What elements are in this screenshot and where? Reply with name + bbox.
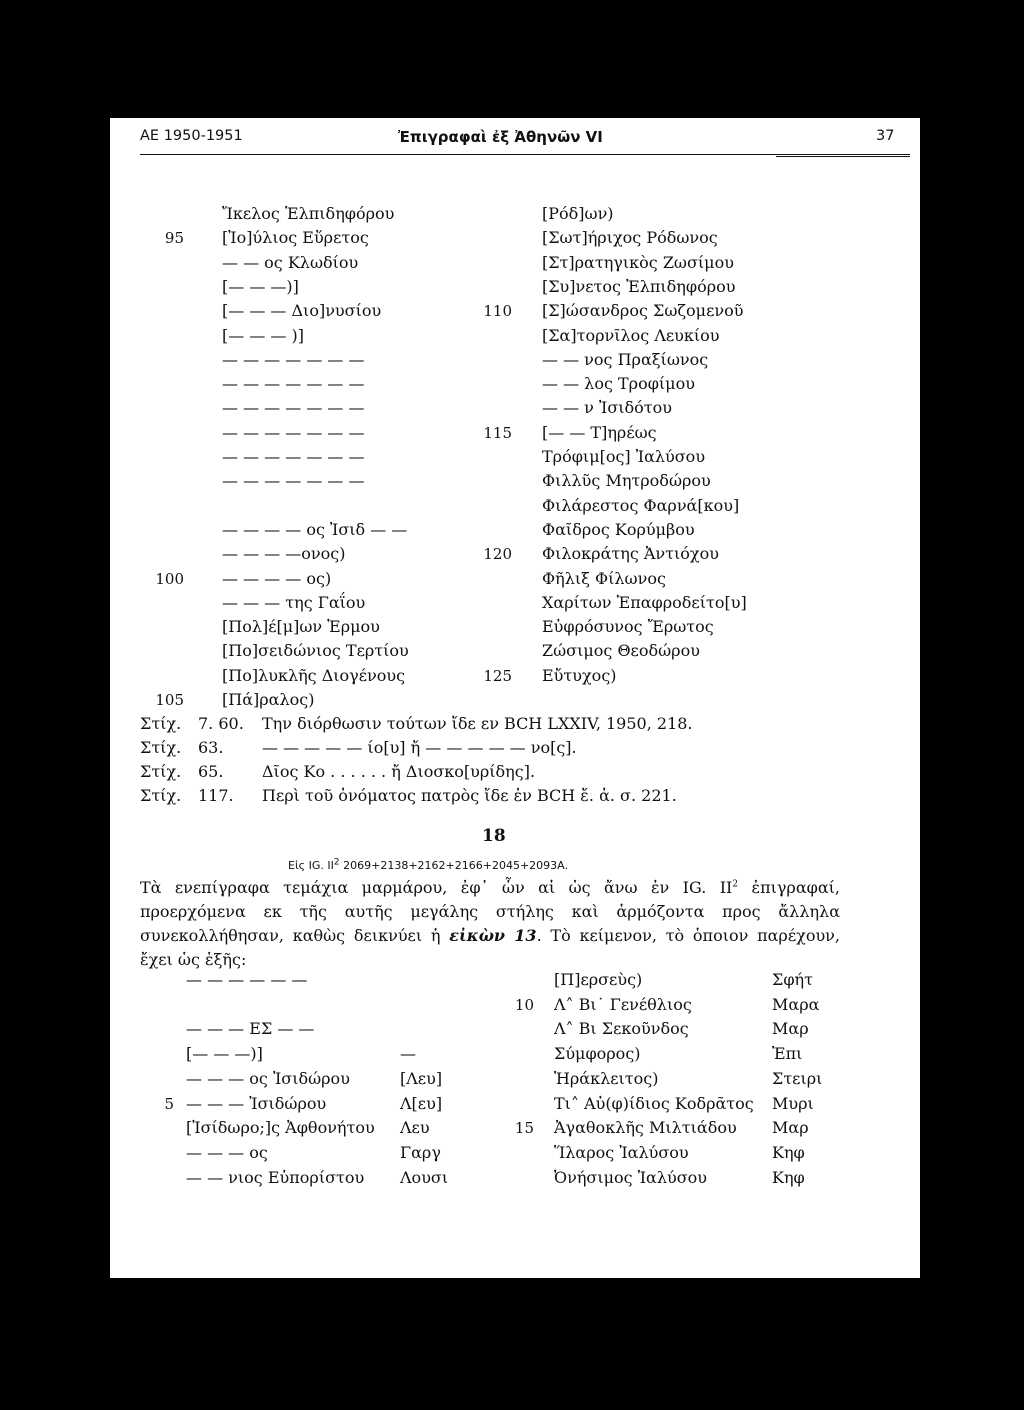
header-page-number: 37 bbox=[876, 128, 895, 144]
list-entry: Τρόφιμ[ος] Ἰαλύσου bbox=[542, 447, 706, 466]
list-entry: Φῆλιξ Φίλωνος bbox=[542, 568, 666, 588]
list-entry-suffix: Μαρ bbox=[772, 1118, 809, 1138]
section-paragraph: Τὰ ενεπίγραφα τεμάχια μαρμάρου, ἐφ᾽ ὧν αἱ ὡς ἄνω ἐν IG. $II^2$ ἐπιγραφαί, προερχόμενα εκ τῆς αυτῆς μεγάλης στήλης καὶ ἁρμόζοντα προς ἄλληλα συνεκολλήθησαν, καθὼς δεικνύει ἡ εἰκὼν 13. Τὸ κείμενον, τὸ ὁποιον παρέχουν, ἔχει ὡς ἑξῆς: bbox=[140, 878, 840, 969]
list-entry: — — λος Τροφίμου bbox=[542, 374, 695, 394]
header-rule-short bbox=[776, 156, 910, 157]
list-entry: — — — — — — — bbox=[222, 471, 365, 491]
line-number: 125 bbox=[483, 666, 512, 685]
note-text: Την διόρθωσιν τούτων ἴδε εν BCH LXXIV, 1950, 218. bbox=[262, 714, 693, 733]
line-number: 5 bbox=[164, 1094, 174, 1113]
list-entry: [— — — Διο]νυσίου bbox=[222, 301, 382, 321]
section-number: 18 bbox=[482, 826, 506, 846]
list-entry: Εὔτυχος) bbox=[542, 665, 617, 685]
list-entry: [Πο]σειδώνιος Τερτίου bbox=[222, 641, 409, 661]
list-entry: Ἵλαρος Ἰαλύσου bbox=[554, 1142, 689, 1162]
list-entry: Λ˄ Βι Σεκοῦνδος bbox=[554, 1019, 689, 1039]
list-entry-suffix: Μυρι bbox=[772, 1093, 814, 1113]
note-line-number: 65. bbox=[198, 762, 224, 781]
list-entry-suffix: [Λευ] bbox=[400, 1068, 443, 1088]
list-entry-suffix: Στειρι bbox=[772, 1068, 823, 1088]
list-entry: — — — — ος) bbox=[222, 568, 332, 588]
list-entry: — — — — — — — bbox=[222, 349, 365, 369]
note-label: Στίχ. bbox=[140, 786, 182, 805]
list-entry-suffix: Γαργ bbox=[400, 1142, 441, 1162]
line-number: 105 bbox=[155, 691, 184, 709]
list-entry: Εὐφρόσυνος Ἔρωτος bbox=[542, 617, 714, 637]
list-entry: — — — — — — — bbox=[222, 398, 365, 418]
list-entry: — — ν Ἰσιδότου bbox=[542, 398, 672, 418]
list-entry-suffix: — bbox=[400, 1044, 416, 1064]
list-entry-suffix: Λ[ευ] bbox=[400, 1093, 443, 1113]
list-entry: — — — — ος Ἰσιδ — — bbox=[222, 519, 408, 539]
list-entry: [Σωτ]ήριχος Ρόδωνος bbox=[542, 228, 718, 248]
list-entry: [Πο]λυκλῆς Διογένους bbox=[222, 665, 406, 685]
list-entry-suffix: Λουσι bbox=[400, 1167, 449, 1187]
note-line-number: 7. 60. bbox=[198, 714, 244, 733]
list-entry-suffix: Κηφ bbox=[772, 1167, 805, 1187]
list-entry: [Συ]νετος Ἐλπιδηφόρου bbox=[542, 276, 736, 296]
line-number: 115 bbox=[483, 423, 512, 442]
list-entry: Ζώσιμος Θεοδώρου bbox=[542, 641, 700, 661]
line-number: 100 bbox=[155, 569, 184, 588]
note-text: — — — — — ίο[υ] ἤ — — — — — νο[ς]. bbox=[262, 738, 577, 757]
list-entry: — — — ος Ἰσιδώρου bbox=[186, 1068, 350, 1088]
list-entry: [Π]ερσεὺς) bbox=[554, 970, 643, 989]
list-entry: — — — — — — — bbox=[222, 447, 365, 466]
list-entry: — — — —ονος) bbox=[222, 544, 346, 564]
list-entry: Φιλλῦς Μητροδώρου bbox=[542, 471, 711, 491]
list-entry: [Σα]τορνῖλος Λευκίου bbox=[542, 325, 720, 345]
list-entry: — — — — — — — bbox=[222, 422, 365, 442]
list-entry: Φαῖδρος Κορύμβου bbox=[542, 519, 695, 539]
list-entry: Ἴκελος Ἐλπιδηφόρου bbox=[222, 204, 395, 223]
list-entry-suffix: Ἐπι bbox=[772, 1044, 803, 1064]
list-entry: — — — Ἰσιδώρου bbox=[186, 1093, 327, 1113]
list-entry: [— — — )] bbox=[222, 325, 304, 345]
note-line-number: 117. bbox=[198, 786, 234, 805]
line-number: 10 bbox=[514, 995, 534, 1014]
list-entry: — — νος Πραξίωνος bbox=[542, 349, 709, 369]
list-entry: Ἡράκλειτος) bbox=[554, 1068, 659, 1088]
note-text: Περὶ τοῦ ὀνόματος πατρὸς ἴδε ἐν BCH ἔ. ἀ. σ. 221. bbox=[262, 786, 677, 805]
list-entry-suffix: Κηφ bbox=[772, 1142, 805, 1162]
line-number: 95 bbox=[164, 229, 184, 248]
list-entry: — — ος Κλωδίου bbox=[222, 252, 359, 272]
note-line-number: 63. bbox=[198, 738, 224, 757]
list-entry: [Πολ]έ[μ]ων Ἑρμου bbox=[222, 617, 380, 637]
header-title: Ἐπιγραφαὶ ἐξ Ἀθηνῶν VI bbox=[398, 128, 603, 146]
note-label: Στίχ. bbox=[140, 738, 182, 757]
list-entry: Ἀγαθοκλῆς Μιλτιάδου bbox=[554, 1118, 737, 1138]
line-number: 15 bbox=[514, 1119, 534, 1138]
list-entry: — — — της Γαΐου bbox=[222, 592, 366, 612]
section-reference: Εἰς IG. $II^2$ 2069+2138+2162+2166+2045+2093Α. bbox=[288, 857, 569, 872]
list-entry: [Ρόδ]ων) bbox=[542, 204, 614, 223]
list-entry: Φιλάρεστος Φαρνά[κου] bbox=[542, 495, 740, 515]
list-entry: — — — ος bbox=[186, 1142, 268, 1162]
line-number: 120 bbox=[483, 545, 512, 564]
header-rule bbox=[140, 154, 910, 155]
list-entry: [Στ]ρατηγικὸς Ζωσίμου bbox=[542, 252, 734, 272]
list-entry: [Σ]ώσανδρος Σωζομενοῦ bbox=[542, 301, 744, 321]
list-entry: [Ἰο]ύλιος Εὕρετος bbox=[222, 228, 369, 248]
list-entry: Χαρίτων Ἐπαφροδείτο[υ] bbox=[542, 592, 747, 612]
note-text: Δῖος Κο . . . . . . ἤ Διοσκο[υρίδης]. bbox=[262, 762, 536, 781]
note-label: Στίχ. bbox=[140, 714, 182, 733]
list-entry: [— — Τ]ηρέως bbox=[542, 422, 657, 442]
list-entry-suffix: Λευ bbox=[400, 1118, 430, 1138]
list-entry: — — νιος Εὐπορίστου bbox=[186, 1167, 365, 1187]
document-page bbox=[110, 118, 920, 1278]
list-entry: — — — ΕΣ — — bbox=[186, 1019, 315, 1039]
list-entry-suffix: Σφήτ bbox=[772, 970, 813, 989]
note-label: Στίχ. bbox=[140, 762, 182, 781]
list-entry-suffix: Μαρ bbox=[772, 1019, 809, 1039]
list-entry: [— — —)] bbox=[222, 276, 299, 296]
list-entry: — — — — — — bbox=[186, 970, 308, 989]
list-entry: Λ˄ Βι˙ Γενέθλιος bbox=[554, 994, 692, 1014]
list-entry-suffix: Μαρα bbox=[772, 994, 820, 1014]
figure-reference: εἰκὼν 13 bbox=[449, 926, 537, 945]
list-entry: Φιλοκράτης Ἀντιόχου bbox=[542, 544, 719, 564]
header-journal: ΑΕ 1950-1951 bbox=[140, 128, 243, 144]
list-entry: [— — —)] bbox=[186, 1044, 263, 1064]
list-entry: Σύμφορος) bbox=[554, 1044, 641, 1064]
list-entry: [Πά]ραλος) bbox=[222, 690, 315, 709]
list-entry: Τι˄ Αὐ(φ)ίδιος Κοδρᾶτος bbox=[554, 1093, 754, 1113]
list-entry: Ὀνήσιμος Ἰαλύσου bbox=[554, 1167, 707, 1187]
list-entry: — — — — — — — bbox=[222, 374, 365, 394]
list-entry: [Ἰσίδωρο;]ς Ἀφθονήτου bbox=[186, 1118, 375, 1138]
line-number: 110 bbox=[483, 302, 512, 321]
